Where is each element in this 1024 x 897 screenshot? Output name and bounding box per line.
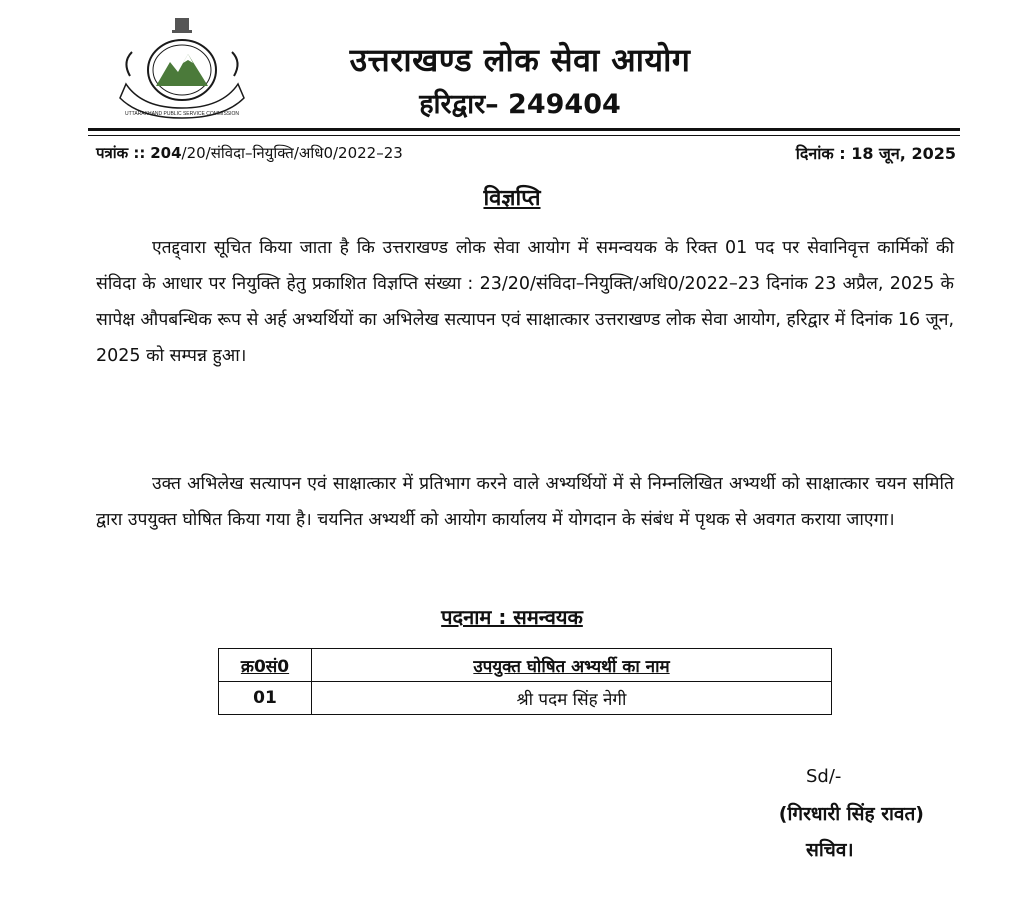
organization-city-pin: हरिद्वार– 249404: [419, 89, 621, 120]
header-divider-thick: [88, 128, 960, 131]
notice-title: विज्ञप्ति: [483, 186, 541, 211]
notice-paragraph-2: उक्त अभिलेख सत्यापन एवं साक्षात्कार में प्रतिभाग करने वाले अभ्यर्थियों में से निम्नलिखित अभ्यर्थी को साक्षात्कार चयन समिति द्वारा उपयुक्त घोषित किया गया है। चयनित अभ्यर्थी को आयोग कार्यालय में योगदान के संबंध में पृथक से अवगत कराया जाएगा।: [96, 474, 954, 530]
post-title: पदनाम : समन्वयक: [441, 605, 583, 629]
table-header-row: [219, 649, 832, 682]
header-divider-thin: [88, 135, 960, 136]
reference-number: [96, 143, 403, 163]
reference-number-value: 204: [150, 144, 182, 162]
date-label: दिनांक :: [795, 144, 846, 163]
reference-number-rest: /20/संविदा–नियुक्ति/अधि0/2022–23: [181, 144, 403, 162]
reference-label: पत्रांक ::: [96, 144, 146, 162]
signature-mark: Sd/-: [806, 766, 842, 787]
date-value: 18 जून, 2025: [851, 144, 956, 163]
selected-candidate-table: [218, 648, 832, 715]
table-row: [219, 682, 832, 715]
signatory-name: (गिरधारी सिंह रावत): [778, 803, 924, 825]
table-header-serial: क्र0सं0: [219, 649, 312, 682]
table-cell-serial: 01: [219, 682, 312, 715]
issue-date: [796, 142, 956, 164]
table-cell-candidate-name: श्री पदम सिंह नेगी: [312, 682, 832, 715]
notice-paragraph-1: एतद्द्वारा सूचित किया जाता है कि उत्तराखण्ड लोक सेवा आयोग में समन्वयक के रिक्त 01 पद पर सेवानिवृत्त कार्मिकों की संविदा के आधार पर नियुक्ति हेतु प्रकाशित विज्ञप्ति संख्या : 23/20/संविदा–नियुक्ति/अधि0/2022–23 दिनांक 23 अप्रैल, 2025 के सापेक्ष औपबन्धिक रूप से अर्ह अभ्यर्थियों का अभिलेख सत्यापन एवं साक्षात्कार उत्तराखण्ड लोक सेवा आयोग, हरिद्वार में दिनांक 16 जून, 2025 को सम्पन्न हुआ।: [96, 238, 955, 366]
lion-capital-icon: [175, 18, 189, 30]
commission-logo: [112, 12, 252, 120]
organization-name: उत्तराखण्ड लोक सेवा आयोग: [349, 41, 691, 79]
signatory-designation: सचिव।: [806, 839, 854, 861]
table-header-candidate-name: उपयुक्त घोषित अभ्यर्थी का नाम: [312, 649, 832, 682]
uttarakhand-psc-emblem-icon: [112, 12, 252, 120]
svg-text:UTTARAKHAND PUBLIC SERVICE COM: UTTARAKHAND PUBLIC SERVICE COMMISSION: [125, 111, 239, 117]
